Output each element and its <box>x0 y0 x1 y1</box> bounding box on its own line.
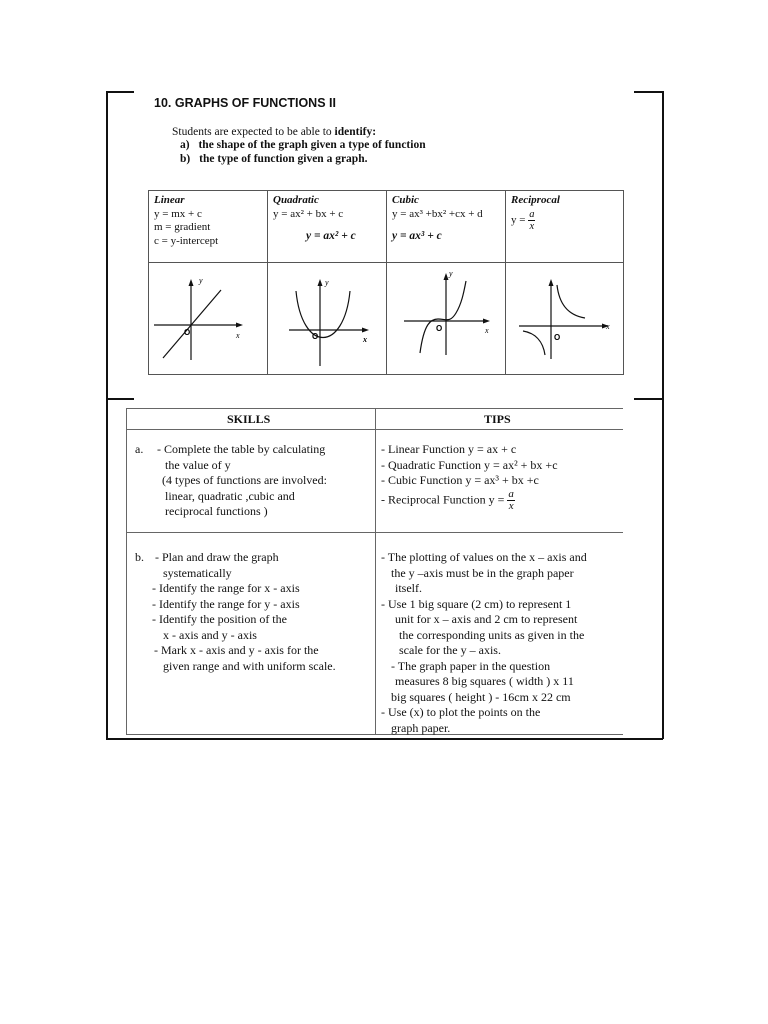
intro-text <box>172 125 376 139</box>
row-b-skill-line: systematically <box>163 565 232 580</box>
row-b-tip-line: the y –axis must be in the graph paper <box>391 565 574 580</box>
row-b-tip-line: - Use 1 big square (2 cm) to represent 1 <box>381 596 572 611</box>
reciprocal-graph <box>505 263 623 373</box>
fraction-denominator: x <box>508 500 514 512</box>
quadratic-y-label: y <box>325 278 329 287</box>
frame-mid-right-line <box>634 398 663 400</box>
cubic-heading: Cubic <box>392 194 419 206</box>
skills-row-divider <box>127 532 623 533</box>
fraction-numerator: a <box>529 208 535 220</box>
row-a-skill-line: (4 types of functions are involved: <box>162 473 327 487</box>
linear-x-label: x <box>236 331 240 340</box>
row-b-tip-line: unit for x – axis and 2 cm to represent <box>395 612 578 626</box>
cubic-y-label: y <box>449 269 453 278</box>
tips-header: TIPS <box>484 412 511 426</box>
linear-origin-label: O <box>184 328 191 337</box>
row-b-skill-line: - Plan and draw the graph <box>155 550 279 564</box>
linear-intercept-note: c = y-intercept <box>154 234 219 247</box>
frame-top-right-line <box>634 91 663 93</box>
cubic-general-equation: y = ax³ +bx² +cx + d <box>392 207 483 220</box>
linear-cell <box>154 194 218 248</box>
quadratic-graph <box>267 263 386 373</box>
quadratic-x-label: x <box>363 335 367 344</box>
row-b-tip-line: scale for the y – axis. <box>399 643 501 657</box>
cubic-simple-equation: y = ax³ + c <box>392 230 442 242</box>
row-b-tip-line: big squares ( height ) - 16cm x 22 cm <box>391 689 571 704</box>
reciprocal-x-label: x <box>606 322 610 331</box>
row-b-skill-line: x - axis and y - axis <box>163 627 257 642</box>
frame-left-line <box>106 91 108 739</box>
fraction-denominator: x <box>529 220 535 232</box>
quadratic-heading: Quadratic <box>273 194 319 206</box>
reciprocal-cell <box>511 194 560 232</box>
reciprocal-origin-label: O <box>554 333 561 342</box>
frame-bottom-line <box>106 738 663 740</box>
objective-b <box>180 153 367 165</box>
reciprocal-lhs: y = <box>511 213 526 226</box>
row-b-skill-line: - Mark x - axis and y - axis for the <box>154 643 319 657</box>
row-b-skill-line: - Identify the position of the <box>152 612 287 626</box>
row-a-label: a. <box>135 442 144 456</box>
quadratic-simple-equation: y = ax² + c <box>306 230 356 242</box>
row-b-tip-line: measures 8 big squares ( width ) x 11 <box>395 674 574 688</box>
linear-y-label: y <box>199 276 203 285</box>
function-types-table <box>148 190 624 375</box>
objective-text: the type of function given a graph. <box>199 153 368 165</box>
skills-header-divider <box>127 429 623 430</box>
row-b-skill-line: - Identify the range for x - axis <box>152 581 300 595</box>
row-a-skill-line: reciprocal functions ) <box>165 504 268 518</box>
page-title: 10. GRAPHS OF FUNCTIONS II <box>154 96 336 110</box>
row-b-tip-line: graph paper. <box>391 720 451 735</box>
linear-graph <box>149 263 267 373</box>
frame-top-left-line <box>106 91 134 93</box>
cubic-cell <box>392 194 483 244</box>
linear-gradient-note: m = gradient <box>154 221 211 233</box>
row-a-tip-reciprocal <box>381 489 515 512</box>
objective-a <box>180 139 426 151</box>
fraction-numerator: a <box>508 488 514 500</box>
row-b-tip-line: - The plotting of values on the x – axis and <box>381 550 587 564</box>
skills-header: SKILLS <box>227 412 271 426</box>
linear-heading: Linear <box>154 194 185 206</box>
skills-tips-table <box>126 408 623 735</box>
objective-marker: b) <box>180 153 191 165</box>
quadratic-cell <box>273 194 356 244</box>
reciprocal-equation <box>511 209 560 232</box>
frame-right-line <box>662 91 664 739</box>
row-b-skill-line: given range and with uniform scale. <box>163 658 336 673</box>
row-b-tip-line: itself. <box>395 581 422 595</box>
intro-lead-bold: identify: <box>334 126 377 138</box>
reciprocal-fraction <box>528 209 535 232</box>
quadratic-origin-label: O <box>312 332 319 341</box>
reciprocal-heading: Reciprocal <box>511 194 560 206</box>
objective-text: the shape of the graph given a type of function <box>198 139 426 151</box>
row-b-tip-line: - The graph paper in the question <box>391 658 551 673</box>
row-a-skill-line: the value of y <box>165 457 231 472</box>
row-b-skill-line: - Identify the range for y - axis <box>152 596 300 611</box>
quadratic-general-equation: y = ax² + bx + c <box>273 207 344 220</box>
intro-lead: Students are expected to be able to <box>172 126 335 138</box>
linear-equation: y = mx + c <box>154 207 202 220</box>
frame-mid-left-line <box>106 398 134 400</box>
row-b-tip-line: the corresponding units as given in the <box>399 627 585 642</box>
row-a-skill-line: linear, quadratic ,cubic and <box>165 488 295 503</box>
reciprocal-tip-text: - Reciprocal Function y = <box>381 492 505 507</box>
skills-bottom-line <box>127 734 623 735</box>
objective-marker: a) <box>180 139 190 151</box>
row-a-tip-line: - Quadratic Function y = ax² + bx +c <box>381 457 558 472</box>
cubic-origin-label: O <box>436 324 443 333</box>
reciprocal-tip-fraction <box>507 489 515 512</box>
row-b-tip-line: - Use (x) to plot the points on the <box>381 705 541 719</box>
cubic-x-label: x <box>485 326 489 335</box>
skills-col-divider <box>375 409 376 735</box>
row-b-label: b. <box>135 550 144 564</box>
row-a-tip-line: - Linear Function y = ax + c <box>381 442 517 456</box>
row-a-tip-line: - Cubic Function y = ax³ + bx +c <box>381 473 539 487</box>
cubic-graph <box>386 263 505 373</box>
row-a-skill-line: - Complete the table by calculating <box>157 442 326 456</box>
